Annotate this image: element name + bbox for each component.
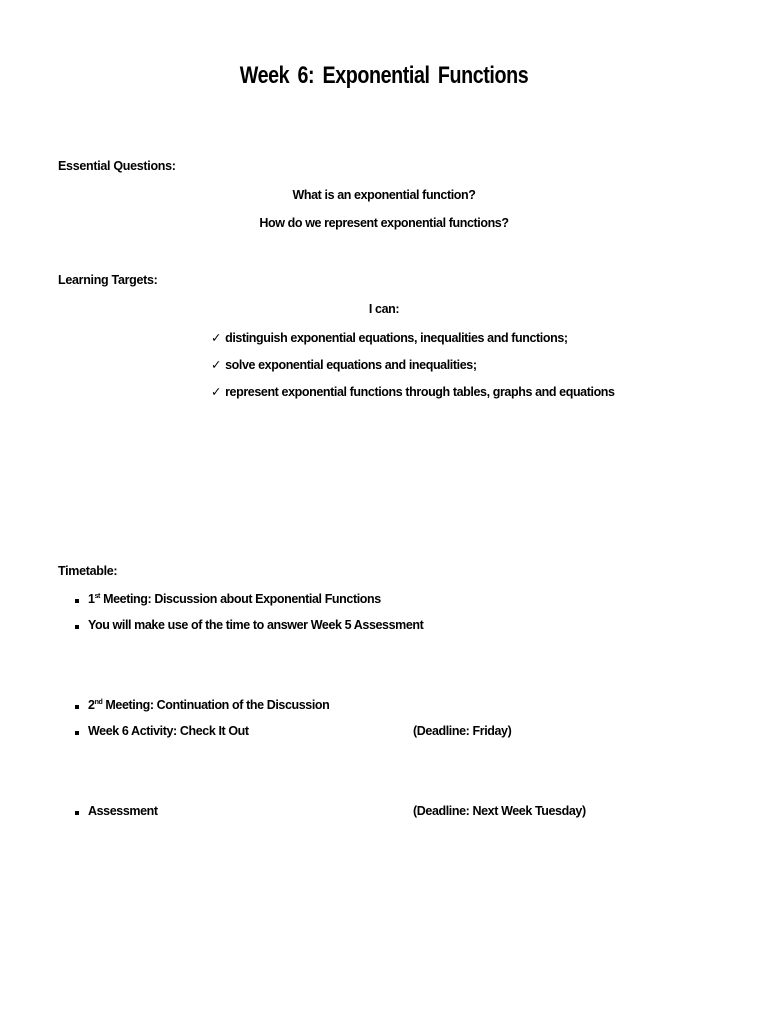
learning-intro: I can:	[368, 302, 400, 316]
learning-target-item	[211, 384, 615, 399]
bullet-icon	[75, 731, 79, 735]
essential-question-2: How do we represent exponential functions?	[259, 216, 509, 230]
deadline-text: (Deadline: Next Week Tuesday)	[413, 804, 586, 818]
meeting-number: 2	[88, 698, 95, 712]
timetable-item-text: Assessment	[88, 804, 158, 818]
learning-targets-label: Learning Targets:	[58, 273, 158, 287]
bullet-icon	[75, 599, 79, 603]
bullet-icon	[75, 705, 79, 709]
check-icon: ✓	[211, 385, 222, 399]
learning-target-text: solve exponential equations and inequalities;	[225, 358, 477, 372]
timetable-item	[88, 698, 329, 712]
learning-target-item	[211, 357, 477, 372]
essential-questions-label: Essential Questions:	[58, 159, 176, 173]
learning-target-text: distinguish exponential equations, inequalities and functions;	[225, 331, 568, 345]
check-icon: ✓	[211, 331, 222, 345]
meeting-ordinal: st	[94, 593, 100, 600]
bullet-icon	[75, 625, 79, 629]
timetable-item-text: Meeting: Discussion about Exponential Functions	[100, 592, 381, 606]
timetable-item	[88, 592, 381, 606]
essential-question-1: What is an exponential function?	[292, 188, 476, 202]
timetable-item-text: You will make use of the time to answer Week 5 Assessment	[88, 618, 424, 632]
timetable-item-text: Week 6 Activity: Check It Out	[88, 724, 249, 738]
deadline-text: (Deadline: Friday)	[413, 724, 512, 738]
meeting-number: 1	[88, 592, 95, 606]
page-title: Week 6: Exponential Functions	[239, 62, 529, 89]
meeting-ordinal: nd	[94, 699, 103, 706]
timetable-label: Timetable:	[58, 564, 118, 578]
timetable-item-text: Meeting: Continuation of the Discussion	[102, 698, 330, 712]
learning-target-text: represent exponential functions through tables, graphs and equations	[225, 385, 615, 399]
learning-target-item	[211, 330, 568, 345]
bullet-icon	[75, 811, 79, 815]
check-icon: ✓	[211, 358, 222, 372]
